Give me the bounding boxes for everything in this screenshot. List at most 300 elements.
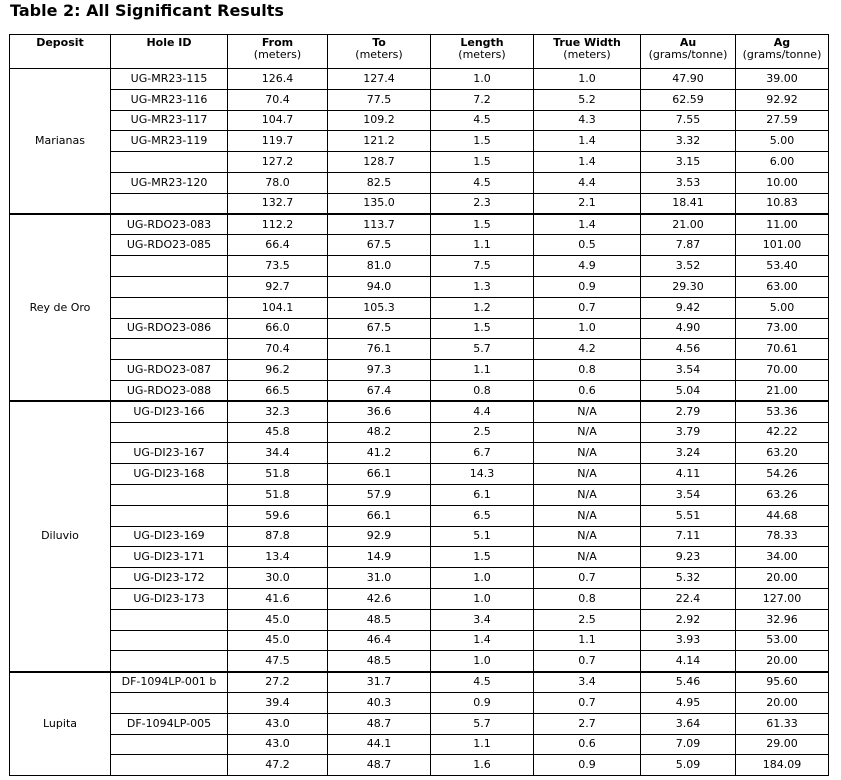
- au-cell: 4.90: [641, 318, 736, 339]
- true-width-cell: N/A: [534, 401, 641, 422]
- hole-id-cell: [111, 692, 228, 713]
- true-width-cell: N/A: [534, 464, 641, 485]
- to-cell: 31.7: [328, 672, 431, 693]
- to-cell: 82.5: [328, 172, 431, 193]
- true-width-cell: N/A: [534, 526, 641, 547]
- true-width-cell: 3.4: [534, 672, 641, 693]
- true-width-cell: N/A: [534, 443, 641, 464]
- from-cell: 47.2: [228, 755, 328, 776]
- hole-id-cell: UG-DI23-173: [111, 588, 228, 609]
- from-cell: 112.2: [228, 214, 328, 235]
- true-width-cell: 2.1: [534, 193, 641, 214]
- ag-cell: 27.59: [736, 110, 829, 131]
- to-cell: 77.5: [328, 89, 431, 110]
- length-cell: 1.1: [431, 360, 534, 381]
- hole-id-cell: UG-MR23-117: [111, 110, 228, 131]
- ag-cell: 127.00: [736, 588, 829, 609]
- header-au: [641, 35, 736, 69]
- au-cell: 4.56: [641, 339, 736, 360]
- header-label: Deposit: [36, 36, 84, 49]
- au-cell: 3.79: [641, 422, 736, 443]
- true-width-cell: 5.2: [534, 89, 641, 110]
- results-table: [9, 34, 829, 776]
- from-cell: 78.0: [228, 172, 328, 193]
- table-row: [10, 630, 829, 651]
- header-deposit: [10, 35, 111, 69]
- hole-id-cell: [111, 755, 228, 776]
- table-row: [10, 318, 829, 339]
- table-row: [10, 172, 829, 193]
- true-width-cell: 4.4: [534, 172, 641, 193]
- true-width-cell: 1.4: [534, 152, 641, 173]
- from-cell: 39.4: [228, 692, 328, 713]
- ag-cell: 63.20: [736, 443, 829, 464]
- table-row: [10, 443, 829, 464]
- length-cell: 1.2: [431, 297, 534, 318]
- table-row: [10, 401, 829, 422]
- true-width-cell: 4.2: [534, 339, 641, 360]
- ag-cell: 11.00: [736, 214, 829, 235]
- length-cell: 1.0: [431, 69, 534, 90]
- length-cell: 1.5: [431, 547, 534, 568]
- to-cell: 128.7: [328, 152, 431, 173]
- results-body: [10, 69, 829, 776]
- hole-id-cell: [111, 193, 228, 214]
- hole-id-cell: UG-DI23-166: [111, 401, 228, 422]
- from-cell: 70.4: [228, 89, 328, 110]
- true-width-cell: 0.7: [534, 568, 641, 589]
- true-width-cell: 0.7: [534, 297, 641, 318]
- ag-cell: 5.00: [736, 131, 829, 152]
- true-width-cell: 2.5: [534, 609, 641, 630]
- deposit-cell: Rey de Oro: [10, 214, 111, 401]
- header-unit: (meters): [458, 48, 506, 61]
- ag-cell: 95.60: [736, 672, 829, 693]
- header-row: [10, 35, 829, 69]
- header-unit: (grams/tonne): [742, 48, 822, 61]
- ag-cell: 63.00: [736, 276, 829, 297]
- table-row: [10, 526, 829, 547]
- au-cell: 5.04: [641, 380, 736, 401]
- length-cell: 4.5: [431, 172, 534, 193]
- au-cell: 5.32: [641, 568, 736, 589]
- au-cell: 3.53: [641, 172, 736, 193]
- to-cell: 48.5: [328, 651, 431, 672]
- deposit-cell: Marianas: [10, 69, 111, 215]
- length-cell: 1.1: [431, 734, 534, 755]
- to-cell: 48.5: [328, 609, 431, 630]
- table-row: [10, 110, 829, 131]
- to-cell: 42.6: [328, 588, 431, 609]
- to-cell: 31.0: [328, 568, 431, 589]
- to-cell: 94.0: [328, 276, 431, 297]
- true-width-cell: 4.3: [534, 110, 641, 131]
- table-row: [10, 152, 829, 173]
- true-width-cell: 1.4: [534, 131, 641, 152]
- hole-id-cell: UG-DI23-167: [111, 443, 228, 464]
- header-label: Au: [679, 36, 697, 49]
- length-cell: 6.7: [431, 443, 534, 464]
- au-cell: 3.64: [641, 713, 736, 734]
- length-cell: 1.0: [431, 588, 534, 609]
- length-cell: 1.5: [431, 214, 534, 235]
- ag-cell: 39.00: [736, 69, 829, 90]
- from-cell: 96.2: [228, 360, 328, 381]
- length-cell: 7.5: [431, 256, 534, 277]
- au-cell: 47.90: [641, 69, 736, 90]
- true-width-cell: 0.8: [534, 360, 641, 381]
- from-cell: 92.7: [228, 276, 328, 297]
- to-cell: 135.0: [328, 193, 431, 214]
- from-cell: 32.3: [228, 401, 328, 422]
- length-cell: 4.4: [431, 401, 534, 422]
- header-unit: (grams/tonne): [648, 48, 728, 61]
- table-row: [10, 214, 829, 235]
- length-cell: 1.5: [431, 318, 534, 339]
- to-cell: 121.2: [328, 131, 431, 152]
- to-cell: 127.4: [328, 69, 431, 90]
- table-row: [10, 713, 829, 734]
- to-cell: 44.1: [328, 734, 431, 755]
- true-width-cell: 1.4: [534, 214, 641, 235]
- ag-cell: 5.00: [736, 297, 829, 318]
- table-row: [10, 484, 829, 505]
- au-cell: 3.54: [641, 484, 736, 505]
- ag-cell: 53.00: [736, 630, 829, 651]
- deposit-cell: Lupita: [10, 672, 111, 776]
- au-cell: 2.79: [641, 401, 736, 422]
- au-cell: 62.59: [641, 89, 736, 110]
- hole-id-cell: [111, 276, 228, 297]
- au-cell: 21.00: [641, 214, 736, 235]
- ag-cell: 53.40: [736, 256, 829, 277]
- table-row: [10, 464, 829, 485]
- hole-id-cell: [111, 651, 228, 672]
- au-cell: 4.14: [641, 651, 736, 672]
- table-row: [10, 193, 829, 214]
- deposit-cell: Diluvio: [10, 401, 111, 671]
- length-cell: 1.5: [431, 131, 534, 152]
- from-cell: 73.5: [228, 256, 328, 277]
- to-cell: 76.1: [328, 339, 431, 360]
- table-row: [10, 692, 829, 713]
- ag-cell: 63.26: [736, 484, 829, 505]
- au-cell: 2.92: [641, 609, 736, 630]
- length-cell: 5.1: [431, 526, 534, 547]
- from-cell: 30.0: [228, 568, 328, 589]
- table-title: Table 2: All Significant Results: [10, 1, 284, 20]
- header-label: From: [261, 36, 294, 49]
- au-cell: 3.32: [641, 131, 736, 152]
- hole-id-cell: [111, 734, 228, 755]
- table-row: [10, 609, 829, 630]
- ag-cell: 32.96: [736, 609, 829, 630]
- ag-cell: 6.00: [736, 152, 829, 173]
- hole-id-cell: UG-MR23-116: [111, 89, 228, 110]
- hole-id-cell: UG-MR23-115: [111, 69, 228, 90]
- length-cell: 5.7: [431, 339, 534, 360]
- from-cell: 43.0: [228, 713, 328, 734]
- au-cell: 3.24: [641, 443, 736, 464]
- to-cell: 66.1: [328, 464, 431, 485]
- to-cell: 105.3: [328, 297, 431, 318]
- header-from: [228, 35, 328, 69]
- true-width-cell: 0.6: [534, 734, 641, 755]
- length-cell: 0.8: [431, 380, 534, 401]
- au-cell: 4.95: [641, 692, 736, 713]
- hole-id-cell: DF-1094LP-001 b: [111, 672, 228, 693]
- header-label: To: [372, 36, 386, 49]
- hole-id-cell: UG-RDO23-087: [111, 360, 228, 381]
- ag-cell: 20.00: [736, 568, 829, 589]
- ag-cell: 20.00: [736, 692, 829, 713]
- to-cell: 66.1: [328, 505, 431, 526]
- hole-id-cell: UG-RDO23-083: [111, 214, 228, 235]
- from-cell: 27.2: [228, 672, 328, 693]
- true-width-cell: 1.1: [534, 630, 641, 651]
- hole-id-cell: UG-RDO23-088: [111, 380, 228, 401]
- length-cell: 1.4: [431, 630, 534, 651]
- header-label: Hole ID: [146, 36, 192, 49]
- hole-id-cell: UG-DI23-171: [111, 547, 228, 568]
- header-ag: [736, 35, 829, 69]
- table-row: [10, 380, 829, 401]
- ag-cell: 20.00: [736, 651, 829, 672]
- to-cell: 81.0: [328, 256, 431, 277]
- length-cell: 6.5: [431, 505, 534, 526]
- hole-id-cell: [111, 256, 228, 277]
- table-row: [10, 755, 829, 776]
- from-cell: 51.8: [228, 484, 328, 505]
- au-cell: 29.30: [641, 276, 736, 297]
- from-cell: 43.0: [228, 734, 328, 755]
- length-cell: 2.3: [431, 193, 534, 214]
- true-width-cell: N/A: [534, 422, 641, 443]
- table-row: [10, 256, 829, 277]
- table-row: [10, 672, 829, 693]
- au-cell: 9.42: [641, 297, 736, 318]
- to-cell: 109.2: [328, 110, 431, 131]
- hole-id-cell: UG-DI23-168: [111, 464, 228, 485]
- table-row: [10, 734, 829, 755]
- from-cell: 51.8: [228, 464, 328, 485]
- true-width-cell: 1.0: [534, 69, 641, 90]
- header-label: Length: [460, 36, 504, 49]
- table-row: [10, 276, 829, 297]
- from-cell: 45.8: [228, 422, 328, 443]
- to-cell: 40.3: [328, 692, 431, 713]
- table-row: [10, 360, 829, 381]
- from-cell: 47.5: [228, 651, 328, 672]
- from-cell: 66.0: [228, 318, 328, 339]
- to-cell: 57.9: [328, 484, 431, 505]
- header-to: [328, 35, 431, 69]
- au-cell: 3.93: [641, 630, 736, 651]
- header-unit: (meters): [355, 48, 403, 61]
- hole-id-cell: UG-MR23-120: [111, 172, 228, 193]
- table-row: [10, 131, 829, 152]
- to-cell: 113.7: [328, 214, 431, 235]
- hole-id-cell: UG-RDO23-085: [111, 235, 228, 256]
- au-cell: 7.11: [641, 526, 736, 547]
- to-cell: 48.2: [328, 422, 431, 443]
- from-cell: 104.7: [228, 110, 328, 131]
- hole-id-cell: [111, 609, 228, 630]
- hole-id-cell: UG-MR23-119: [111, 131, 228, 152]
- true-width-cell: 0.7: [534, 651, 641, 672]
- hole-id-cell: [111, 484, 228, 505]
- header-true-width: [534, 35, 641, 69]
- true-width-cell: 2.7: [534, 713, 641, 734]
- true-width-cell: 1.0: [534, 318, 641, 339]
- to-cell: 14.9: [328, 547, 431, 568]
- ag-cell: 29.00: [736, 734, 829, 755]
- header-length: [431, 35, 534, 69]
- from-cell: 119.7: [228, 131, 328, 152]
- ag-cell: 61.33: [736, 713, 829, 734]
- ag-cell: 10.00: [736, 172, 829, 193]
- table-row: [10, 89, 829, 110]
- hole-id-cell: [111, 630, 228, 651]
- ag-cell: 54.26: [736, 464, 829, 485]
- length-cell: 1.1: [431, 235, 534, 256]
- length-cell: 5.7: [431, 713, 534, 734]
- to-cell: 67.5: [328, 318, 431, 339]
- hole-id-cell: [111, 339, 228, 360]
- hole-id-cell: [111, 152, 228, 173]
- table-row: [10, 505, 829, 526]
- au-cell: 5.51: [641, 505, 736, 526]
- length-cell: 1.0: [431, 651, 534, 672]
- to-cell: 67.4: [328, 380, 431, 401]
- table-row: [10, 235, 829, 256]
- hole-id-cell: UG-RDO23-086: [111, 318, 228, 339]
- to-cell: 41.2: [328, 443, 431, 464]
- to-cell: 48.7: [328, 713, 431, 734]
- from-cell: 70.4: [228, 339, 328, 360]
- au-cell: 4.11: [641, 464, 736, 485]
- from-cell: 13.4: [228, 547, 328, 568]
- true-width-cell: 0.9: [534, 755, 641, 776]
- au-cell: 7.55: [641, 110, 736, 131]
- ag-cell: 34.00: [736, 547, 829, 568]
- to-cell: 36.6: [328, 401, 431, 422]
- length-cell: 7.2: [431, 89, 534, 110]
- true-width-cell: 0.7: [534, 692, 641, 713]
- length-cell: 0.9: [431, 692, 534, 713]
- to-cell: 97.3: [328, 360, 431, 381]
- from-cell: 34.4: [228, 443, 328, 464]
- au-cell: 18.41: [641, 193, 736, 214]
- length-cell: 1.6: [431, 755, 534, 776]
- ag-cell: 70.61: [736, 339, 829, 360]
- true-width-cell: 0.8: [534, 588, 641, 609]
- hole-id-cell: [111, 505, 228, 526]
- from-cell: 104.1: [228, 297, 328, 318]
- au-cell: 3.54: [641, 360, 736, 381]
- ag-cell: 21.00: [736, 380, 829, 401]
- au-cell: 22.4: [641, 588, 736, 609]
- au-cell: 3.15: [641, 152, 736, 173]
- header-unit: (meters): [563, 48, 611, 61]
- header-label: True Width: [553, 36, 621, 49]
- ag-cell: 44.68: [736, 505, 829, 526]
- hole-id-cell: UG-DI23-169: [111, 526, 228, 547]
- to-cell: 46.4: [328, 630, 431, 651]
- from-cell: 126.4: [228, 69, 328, 90]
- from-cell: 45.0: [228, 630, 328, 651]
- true-width-cell: 4.9: [534, 256, 641, 277]
- true-width-cell: N/A: [534, 547, 641, 568]
- from-cell: 45.0: [228, 609, 328, 630]
- header-label: Ag: [773, 36, 791, 49]
- length-cell: 1.3: [431, 276, 534, 297]
- length-cell: 2.5: [431, 422, 534, 443]
- true-width-cell: N/A: [534, 505, 641, 526]
- table-row: [10, 422, 829, 443]
- from-cell: 66.5: [228, 380, 328, 401]
- length-cell: 4.5: [431, 672, 534, 693]
- length-cell: 4.5: [431, 110, 534, 131]
- ag-cell: 53.36: [736, 401, 829, 422]
- hole-id-cell: [111, 297, 228, 318]
- ag-cell: 78.33: [736, 526, 829, 547]
- table-row: [10, 568, 829, 589]
- au-cell: 7.87: [641, 235, 736, 256]
- ag-cell: 101.00: [736, 235, 829, 256]
- au-cell: 3.52: [641, 256, 736, 277]
- table-row: [10, 69, 829, 90]
- hole-id-cell: DF-1094LP-005: [111, 713, 228, 734]
- from-cell: 66.4: [228, 235, 328, 256]
- from-cell: 127.2: [228, 152, 328, 173]
- table-row: [10, 588, 829, 609]
- table-row: [10, 651, 829, 672]
- to-cell: 48.7: [328, 755, 431, 776]
- to-cell: 67.5: [328, 235, 431, 256]
- hole-id-cell: UG-DI23-172: [111, 568, 228, 589]
- length-cell: 3.4: [431, 609, 534, 630]
- from-cell: 132.7: [228, 193, 328, 214]
- header-hole-id: [111, 35, 228, 69]
- au-cell: 5.09: [641, 755, 736, 776]
- length-cell: 6.1: [431, 484, 534, 505]
- au-cell: 9.23: [641, 547, 736, 568]
- from-cell: 59.6: [228, 505, 328, 526]
- table-row: [10, 297, 829, 318]
- hole-id-cell: [111, 422, 228, 443]
- length-cell: 1.0: [431, 568, 534, 589]
- length-cell: 14.3: [431, 464, 534, 485]
- length-cell: 1.5: [431, 152, 534, 173]
- au-cell: 5.46: [641, 672, 736, 693]
- ag-cell: 70.00: [736, 360, 829, 381]
- table-row: [10, 547, 829, 568]
- to-cell: 92.9: [328, 526, 431, 547]
- ag-cell: 73.00: [736, 318, 829, 339]
- ag-cell: 184.09: [736, 755, 829, 776]
- table-row: [10, 339, 829, 360]
- au-cell: 7.09: [641, 734, 736, 755]
- ag-cell: 42.22: [736, 422, 829, 443]
- header-unit: (meters): [253, 48, 302, 61]
- true-width-cell: 0.9: [534, 276, 641, 297]
- true-width-cell: 0.5: [534, 235, 641, 256]
- true-width-cell: N/A: [534, 484, 641, 505]
- from-cell: 87.8: [228, 526, 328, 547]
- from-cell: 41.6: [228, 588, 328, 609]
- ag-cell: 10.83: [736, 193, 829, 214]
